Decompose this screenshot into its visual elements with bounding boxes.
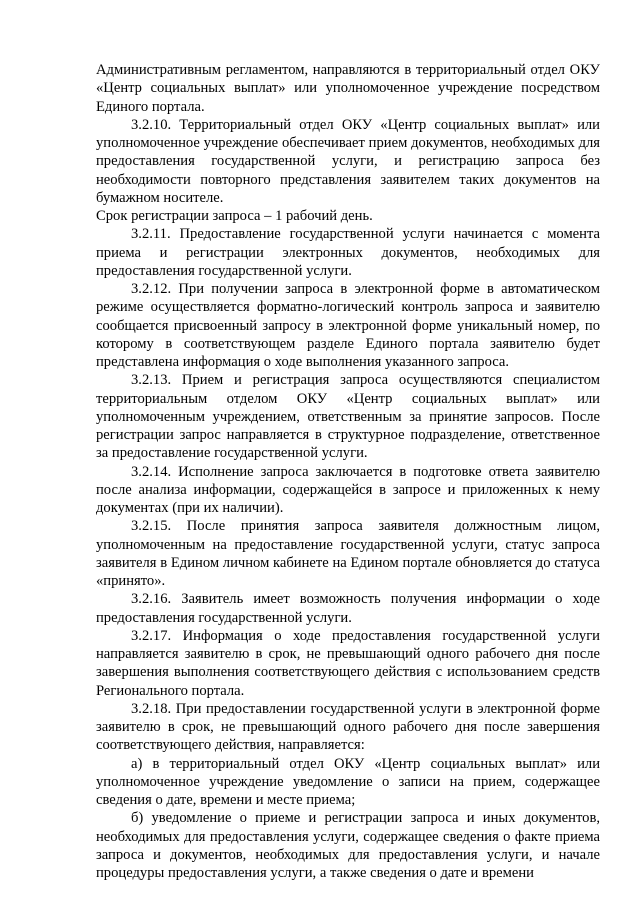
paragraph-3-2-10: 3.2.10. Территориальный отдел ОКУ «Центр социальных выплат» или уполномоченное учреждение обеспечивает прием документов, необходимых для предоставления государственной услуги, и регистрацию запроса без необходимости повторного представления заявителем таких документов на бумажном носителе. [96,116,600,206]
paragraph-registration-term: Срок регистрации запроса – 1 рабочий день. [96,208,373,224]
paragraph-3-2-11: 3.2.11. Предоставление государственной услуги начинается с момента приема и регистрации электронных документов, необходимых для предоставления государственной услуги. [96,226,600,279]
paragraph-3-2-17: 3.2.17. Информация о ходе предоставления государственной услуги направляется заявителю в срок, не превышающий одного рабочего дня после завершения выполнения соответствующего действия с использованием средств Регионального портала. [96,627,600,699]
paragraph-regulation-continuation: Административным регламентом, направляются в территориальный отдел ОКУ «Центр социальных выплат» или уполномоченное учреждение посредством Единого портала. [96,62,600,115]
paragraph-3-2-12: 3.2.12. При получении запроса в электронной форме в автоматическом режиме осуществляется форматно-логический контроль запроса и заявителю сообщается присвоенный запросу в электронной форме уникальный номер, по которому в соответствующем разделе Единого портала заявителю будет представлена информация о ходе выполнения указанного запроса. [96,281,600,370]
paragraph-3-2-18: 3.2.18. При предоставлении государственной услуги в электронной форме заявителю в срок, не превышающий одного рабочего дня после завершения соответствующего действия, направляется: [96,700,600,754]
list-item-a: а) в территориальный отдел ОКУ «Центр социальных выплат» или уполномоченное учреждение уведомление о записи на прием, содержащее сведения о дате, времени и месте приема; [96,755,600,808]
paragraph-3-2-14: 3.2.14. Исполнение запроса заключается в подготовке ответа заявителю после анализа информации, содержащейся в запросе и приложенных к нему документах (при их наличии). [96,463,600,516]
paragraph-3-2-15: 3.2.15. После принятия запроса заявителя должностным лицом, уполномоченным на предоставление государственной услуги, статус запроса заявителя в Едином личном кабинете на Едином портале обновляется до статуса «принято». [96,518,600,589]
paragraph-3-2-16: 3.2.16. Заявитель имеет возможность получения информации о ходе предоставления государственной услуги. [96,591,600,626]
paragraph-3-2-13: 3.2.13. Прием и регистрация запроса осуществляются специалистом территориальным отделом ОКУ «Центр социальных выплат» или уполномоченным учреждением, ответственным за принятие запросов. После регистрации запрос направляется в структурное подразделение, ответственное за предоставление государственной услуги. [96,372,600,462]
document-page [96,61,600,882]
list-item-b: б) уведомление о приеме и регистрации запроса и иных документов, необходимых для предоставления услуги, содержащее сведения о факте приема запроса и документов, необходимых для предоставления услуги, и начале процедуры предоставления услуги, а также сведения о дате и времени [96,810,600,881]
